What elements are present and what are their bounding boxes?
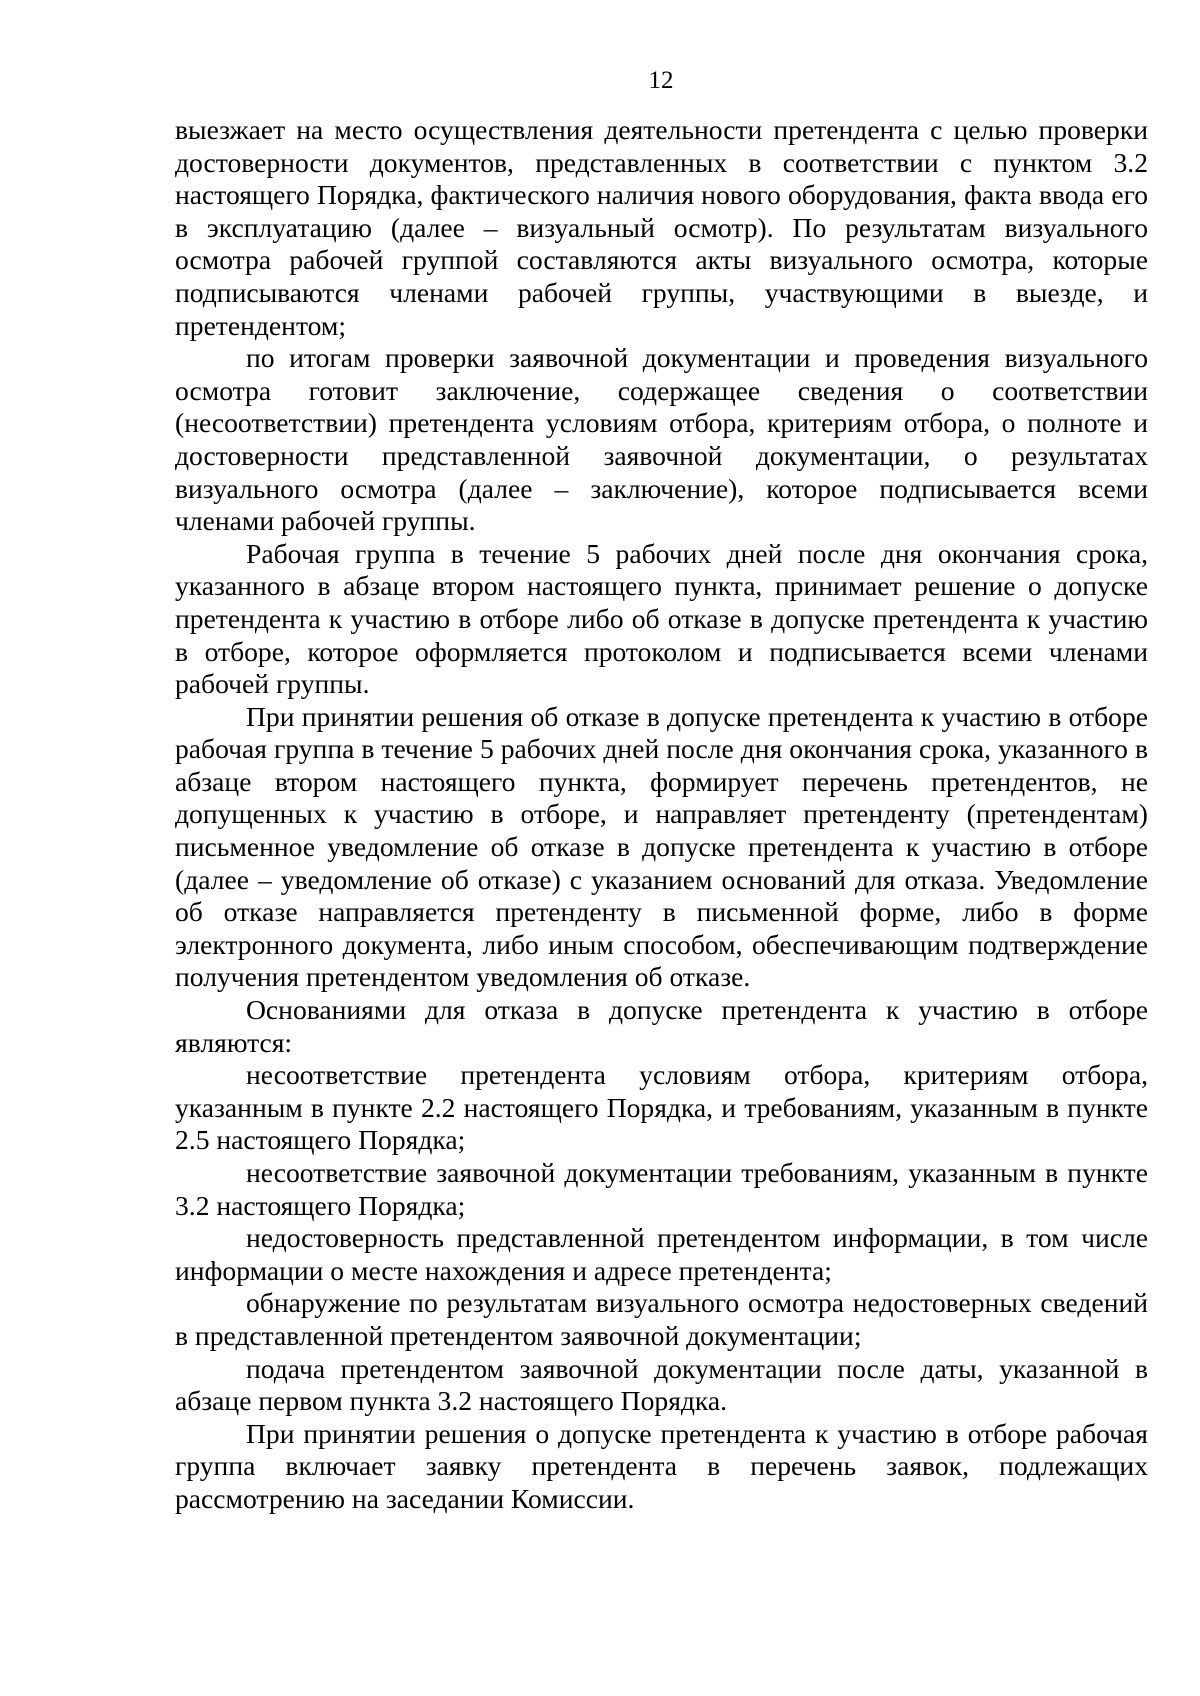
- paragraph-ground-false-information: недостоверность представленной претендентом информации, в том числе информации о месте нахождения и адресе претендента;: [175, 1222, 1148, 1286]
- paragraph-admission-decision: Рабочая группа в течение 5 рабочих дней после дня окончания срока, указанного в абзаце втором настоящего пункта, принимает решение о допуске претендента к участию в отборе либо об отказе в допуске претендента к участию в отборе, которое оформляется протоколом и подписывается всеми членами рабочей группы.: [175, 537, 1148, 700]
- paragraph-refusal-notice: При принятии решения об отказе в допуске претендента к участию в отборе рабочая группа в течение 5 рабочих дней после дня окончания срока, указанного в абзаце втором настоящего пункта, формирует перечень претендентов, не допущенных к участию в отборе, и направляет претенденту (претендентам) письменное уведомление об отказе в допуске претендента к участию в отборе (далее – уведомление об отказе) с указанием оснований для отказа. Уведомление об отказе направляется претенденту в письменной форме, либо в форме электронного документа, либо иным способом, обеспечивающим подтверждение получения претендентом уведомления об отказе.: [175, 700, 1148, 993]
- paragraph-refusal-grounds-intro: Основаниями для отказа в допуске претендента к участию в отборе являются:: [175, 994, 1148, 1058]
- paragraph-ground-documentation: несоответствие заявочной документации требованиям, указанным в пункте 3.2 настоящего Порядка;: [175, 1157, 1148, 1221]
- paragraph-ground-conditions: несоответствие претендента условиям отбора, критериям отбора, указанным в пункте 2.2 настоящего Порядка, и требованиям, указанным в пункте 2.5 настоящего Порядка;: [175, 1059, 1148, 1156]
- document-body: [175, 114, 1148, 1516]
- page-number: 12: [648, 67, 674, 94]
- paragraph-conclusion: по итогам проверки заявочной документации и проведения визуального осмотра готовит заключение, содержащее сведения о соответствии (несоответствии) претендента условиям отбора, критериям отбора, о полноте и достоверности представленной заявочной документации, о результатах визуального осмотра (далее – заключение), которое подписывается всеми членами рабочей группы.: [175, 342, 1148, 537]
- paragraph-admission-inclusion: При принятии решения о допуске претендента к участию в отборе рабочая группа включает заявку претендента в перечень заявок, подлежащих рассмотрению на заседании Комиссии.: [175, 1417, 1148, 1514]
- paragraph-ground-late-submission: подача претендентом заявочной документации после даты, указанной в абзаце первом пункта 3.2 настоящего Порядка.: [175, 1352, 1148, 1417]
- paragraph-site-visit: выезжает на место осуществления деятельности претендента с целью проверки достоверности документов, представленных в соответствии с пунктом 3.2 настоящего Порядка, фактического наличия нового оборудования, факта ввода его в эксплуатацию (далее – визуальный осмотр). По результатам визуального осмотра рабочей группой составляются акты визуального осмотра, которые подписываются членами рабочей группы, участвующими в выезде, и претендентом;: [175, 114, 1148, 341]
- paragraph-ground-inspection-findings: обнаружение по результатам визуального осмотра недостоверных сведений в представленной претендентом заявочной документации;: [175, 1287, 1148, 1351]
